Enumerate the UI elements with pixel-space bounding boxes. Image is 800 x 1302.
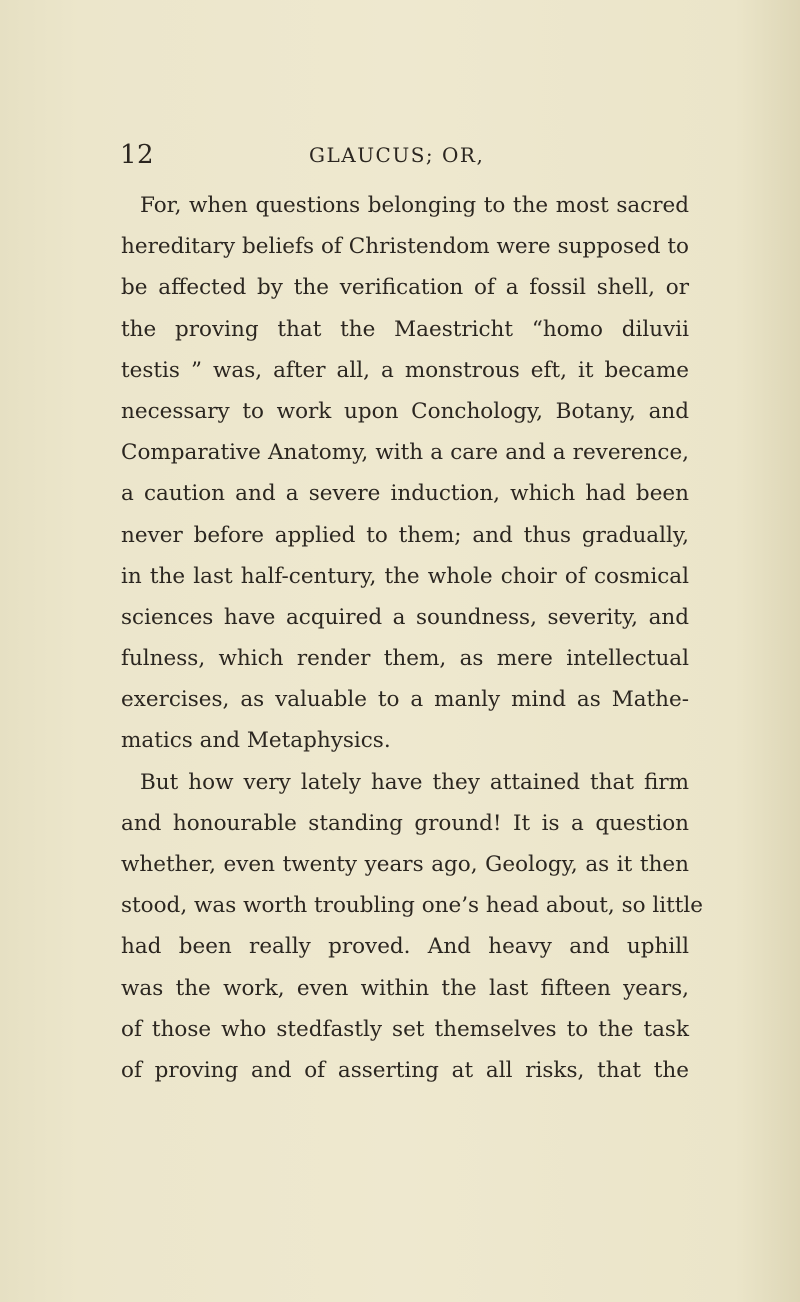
text-line: be affected by the verification of a fossil shell, or <box>121 275 689 301</box>
text-line: testis ” was, after all, a monstrous eft, it became <box>121 357 689 383</box>
text-line: a caution and a severe induction, which had been <box>121 481 689 507</box>
text-line: stood, was worth troubling one’s head about, so little <box>121 893 704 919</box>
body-text <box>121 185 704 1091</box>
text-line: never before applied to them; and thus gradually, <box>121 522 689 548</box>
text-line: sciences have acquired a soundness, severity, and <box>121 604 689 630</box>
page-header <box>120 140 706 176</box>
text-line: For, when questions belonging to the most sacred <box>140 193 689 218</box>
text-line: Comparative Anatomy, with a care and a reverence, <box>121 440 689 466</box>
text-line: matics and Metaphysics. <box>121 728 391 754</box>
text-line: was the work, even within the last fifteen years, <box>121 975 689 1001</box>
text-line: of those who stedfastly set themselves to the task <box>121 1016 689 1042</box>
text-line: and honourable standing ground! It is a question <box>121 810 689 836</box>
text-line: But how very lately have they attained that firm <box>140 769 689 795</box>
running-head: GLAUCUS; OR, <box>309 143 485 167</box>
text-line: of proving and of asserting at all risks, that the <box>121 1057 689 1083</box>
text-line: in the last half-century, the whole choir of cosmical <box>121 563 689 589</box>
text-line: exercises, as valuable to a manly mind as Mathe- <box>121 687 689 713</box>
page-number: 12 <box>120 140 155 170</box>
text-line: necessary to work upon Conchology, Botany, and <box>121 398 689 424</box>
text-line: the proving that the Maestricht “homo diluvii <box>121 316 689 342</box>
text-line: had been really proved. And heavy and uphill <box>121 934 689 960</box>
text-line: fulness, which render them, as mere intellectual <box>121 646 689 672</box>
text-line: hereditary beliefs of Christendom were supposed to <box>121 234 689 260</box>
text-line: whether, even twenty years ago, Geology, as it then <box>121 852 689 877</box>
